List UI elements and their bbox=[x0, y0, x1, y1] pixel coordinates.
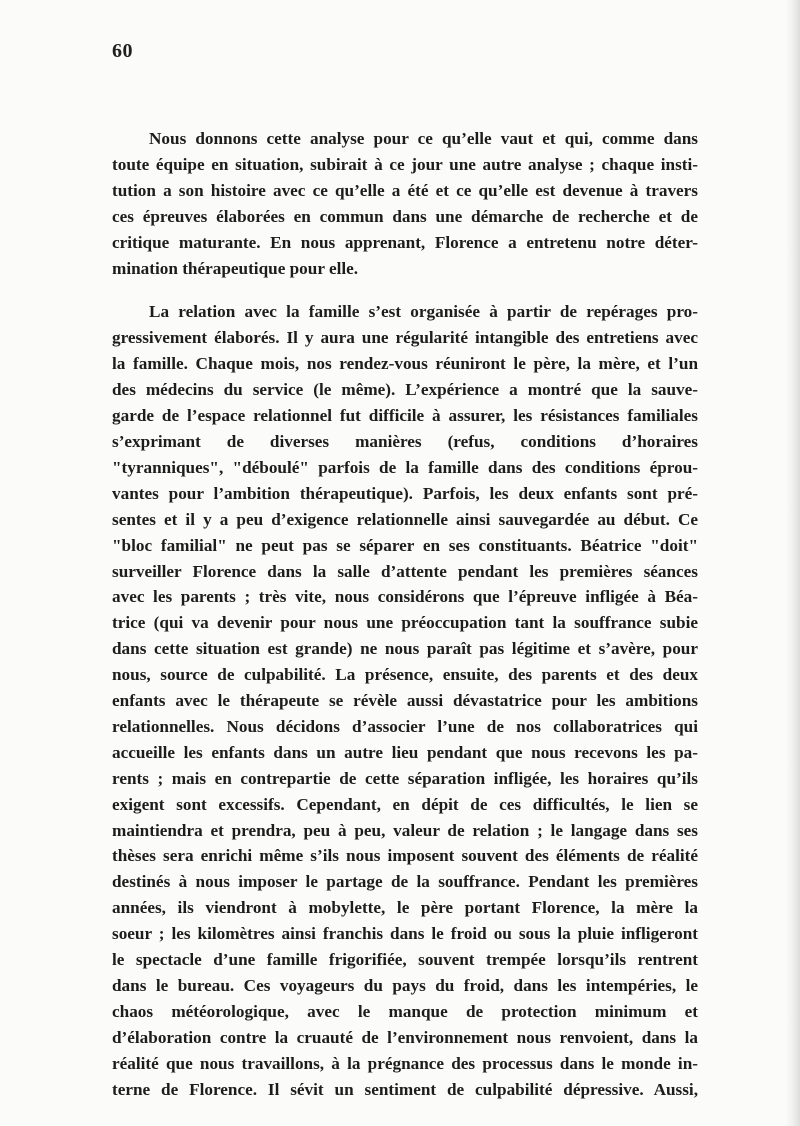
body-text bbox=[112, 126, 698, 1103]
text-line: Nous donnons cette analyse pour ce qu’elle vaut et qui, comme dans bbox=[149, 129, 698, 148]
page-edge-shadow bbox=[786, 0, 800, 1126]
text-line: tution a son histoire avec ce qu’elle a été et ce qu’elle est devenue à travers bbox=[112, 180, 698, 200]
text-line: enfants avec le thérapeute se révèle aussi dévastatrice pour les ambitions bbox=[112, 691, 698, 711]
paragraph-analysis bbox=[112, 126, 698, 281]
paragraph-family-relation bbox=[112, 299, 698, 1102]
text-line: d’élaboration contre la cruauté de l’environnement nous renvoient, dans la bbox=[112, 1027, 698, 1047]
text-line: "bloc familial" ne peut pas se séparer en ses constituants. Béatrice "doit" bbox=[112, 535, 698, 555]
text-line: rents ; mais en contrepartie de cette séparation infligée, les horaires qu’ils bbox=[112, 768, 698, 788]
text-line: la famille. Chaque mois, nos rendez-vous réuniront le père, la mère, et l’un bbox=[112, 354, 698, 374]
text-line: thèses sera enrichi même s’ils nous imposent souvent des éléments de réalité bbox=[112, 846, 698, 866]
page-number: 60 bbox=[112, 40, 133, 62]
text-line: avec les parents ; très vite, nous considérons que l’épreuve infligée à Béa- bbox=[112, 587, 698, 607]
text-line: soeur ; les kilomètres ainsi franchis dans le froid ou sous la pluie infligeront bbox=[112, 924, 698, 944]
text-line: chaos météorologique, avec le manque de protection minimum et bbox=[112, 1001, 698, 1021]
text-line: sentes et il y a peu d’exigence relationnelle ainsi sauvegardée au début. Ce bbox=[112, 509, 698, 529]
text-line: critique maturante. En nous apprenant, Florence a entretenu notre déter- bbox=[112, 232, 698, 252]
text-line: La relation avec la famille s’est organisée à partir de repérages pro- bbox=[149, 302, 698, 322]
text-line: réalité que nous travaillons, à la prégnance des processus dans le monde in- bbox=[112, 1053, 698, 1073]
text-line: surveiller Florence dans la salle d’attente pendant les premières séances bbox=[112, 561, 698, 581]
text-line: vantes pour l’ambition thérapeutique). Parfois, les deux enfants sont pré- bbox=[112, 483, 698, 503]
text-line: nous, source de culpabilité. La présence, ensuite, des parents et des deux bbox=[112, 665, 698, 685]
text-line: accueille les enfants dans un autre lieu pendant que nous recevons les pa- bbox=[112, 742, 698, 762]
text-line: années, ils viendront à mobylette, le père portant Florence, la mère la bbox=[112, 898, 698, 918]
text-line: "tyranniques", "déboulé" parfois de la famille dans des conditions éprou- bbox=[112, 457, 698, 477]
text-line: relationnelles. Nous décidons d’associer l’une de nos collaboratrices qui bbox=[112, 716, 698, 736]
text-line: toute équipe en situation, subirait à ce jour une autre analyse ; chaque insti- bbox=[112, 154, 698, 174]
text-line: dans cette situation est grande) ne nous paraît pas légitime et s’avère, pour bbox=[112, 639, 698, 659]
text-line: maintiendra et prendra, peu à peu, valeur de relation ; le langage dans ses bbox=[112, 820, 698, 840]
text-line: des médecins du service (le même). L’expérience a montré que la sauve- bbox=[112, 380, 698, 400]
text-line: dans le bureau. Ces voyageurs du pays du froid, dans les intempéries, le bbox=[112, 976, 698, 995]
text-line: destinés à nous imposer le partage de la souffrance. Pendant les premières bbox=[112, 872, 698, 892]
text-line: mination thérapeutique pour elle. bbox=[112, 258, 359, 278]
text-line: gressivement élaborés. Il y aura une régularité intangible des entretiens avec bbox=[112, 328, 698, 348]
text-line: le spectacle d’une famille frigorifiée, souvent trempée lorsqu’ils rentrent bbox=[112, 950, 698, 970]
text-line: s’exprimant de diverses manières (refus, conditions d’horaires bbox=[112, 431, 698, 451]
text-line: ces épreuves élaborées en commun dans une démarche de recherche et de bbox=[112, 206, 698, 226]
text-line: garde de l’espace relationnel fut difficile à assurer, les résistances familiales bbox=[112, 406, 698, 426]
text-line: terne de Florence. Il sévit un sentiment de culpabilité dépressive. Aussi, bbox=[112, 1079, 698, 1099]
text-line: exigent sont excessifs. Cependant, en dépit de ces difficultés, le lien se bbox=[112, 794, 698, 814]
text-line: trice (qui va devenir pour nous une préoccupation tant la souffrance subie bbox=[112, 613, 698, 633]
